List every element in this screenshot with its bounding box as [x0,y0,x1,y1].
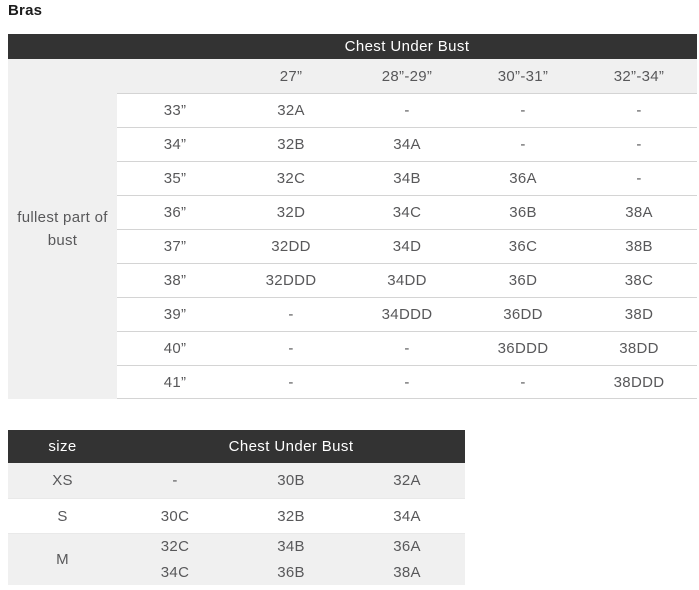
size-cell: 32DD [271,238,311,255]
size-value-line: 32A [393,472,421,489]
size-cell [349,534,465,585]
row-label-cell: 41” [163,373,187,391]
size-cell: - [520,373,526,391]
table-row [117,365,697,399]
size-cell: 36B [509,204,537,221]
row-label-cell: 35” [163,170,187,187]
column-header-cell: 32”-34” [613,67,665,85]
size-cell: 38A [625,204,653,221]
table2-size-header-label: size [48,438,77,455]
row-axis-panel [8,59,117,399]
table1-column-header-spacer [117,59,233,93]
size-cell [233,499,349,533]
size-value-line: 32C [160,537,190,555]
table-row [117,331,697,365]
size-cell: 32D [276,204,306,221]
table-row [117,195,697,229]
size-cell [117,534,233,585]
table1-header-bar [8,34,697,59]
table2-header-label: Chest Under Bust [228,438,354,455]
page-title: Bras [8,2,43,19]
column-header-cell: 28”-29” [381,67,433,85]
row-label-cell: 40” [163,340,187,357]
size-cell: 38DDD [613,373,665,391]
size-cell: - [636,170,642,187]
table-row [117,161,697,195]
table1-header-spacer [8,34,117,59]
letter-size-table [8,430,465,585]
size-cell [349,499,465,533]
row-label-cell: 34” [163,136,187,153]
size-cell: - [288,340,294,357]
size-cell: - [288,373,294,391]
size-value-line: 36A [393,537,421,555]
table-row [8,533,465,585]
size-cell: - [288,306,294,323]
size-cell: 32A [277,102,305,119]
size-cell: - [404,373,410,391]
size-cell: 38D [624,306,654,323]
size-cell: - [404,340,410,357]
table-row [117,229,697,263]
size-cell [233,534,349,585]
row-label-cell: 33” [163,102,187,119]
size-value-line: 34C [160,563,190,581]
size-cell: - [636,102,642,119]
size-cell: 36DD [503,306,543,323]
size-cell: 32C [276,170,306,187]
size-value-line: 36B [277,563,305,581]
table2-body [8,463,465,585]
size-cell: 34D [392,238,422,255]
size-value-line: 34A [393,507,421,525]
size-cell: - [636,136,642,153]
row-axis-label: fullest part of bust [17,209,108,249]
size-cell: 34DDD [381,306,433,323]
size-cell [117,499,233,533]
row-label-cell: 39” [163,306,187,323]
size-value-line: 32B [277,507,305,525]
row-label-cell: XS [52,472,73,489]
table1-column-header-row [117,59,697,93]
size-cell: - [520,136,526,153]
size-cell [349,463,465,498]
size-cell: 34A [393,136,421,153]
size-value-line: 34B [277,537,305,555]
row-label-cell: 38” [163,272,187,289]
size-cell: 34DD [387,272,427,289]
size-cell [117,463,233,498]
table-row [8,463,465,498]
table-row [8,498,465,533]
row-label-cell: S [57,507,68,525]
size-value-line: - [172,472,178,489]
row-label-cell: 36” [163,204,187,221]
size-value-line: 30B [277,472,305,489]
row-label-cell: M [56,551,69,568]
size-cell: 38C [624,272,654,289]
bust-size-table [8,34,697,399]
size-value-line: 38A [393,563,421,581]
size-cell: - [520,102,526,119]
size-cell: 32DDD [265,272,317,289]
size-cell: 34C [392,204,422,221]
size-cell: 36C [508,238,538,255]
column-header-cell: 30”-31” [497,67,549,85]
size-cell [233,463,349,498]
size-cell: 36DDD [497,340,549,357]
table1-header-label: Chest Under Bust [344,38,470,55]
column-header-cell: 27” [279,67,303,85]
row-label-cell: 37” [163,238,187,255]
size-cell: 36D [508,272,538,289]
size-cell: 38B [625,238,653,255]
table2-header-bar [8,430,465,463]
table-row [117,263,697,297]
table-row [117,127,697,161]
table1-body [117,93,697,399]
size-cell: 34B [393,170,421,187]
table-row [117,93,697,127]
table-row [117,297,697,331]
size-cell: - [404,102,410,119]
size-value-line: 30C [160,507,190,525]
size-cell: 32B [277,136,305,153]
size-cell: 38DD [619,340,659,357]
size-cell: 36A [509,170,537,187]
